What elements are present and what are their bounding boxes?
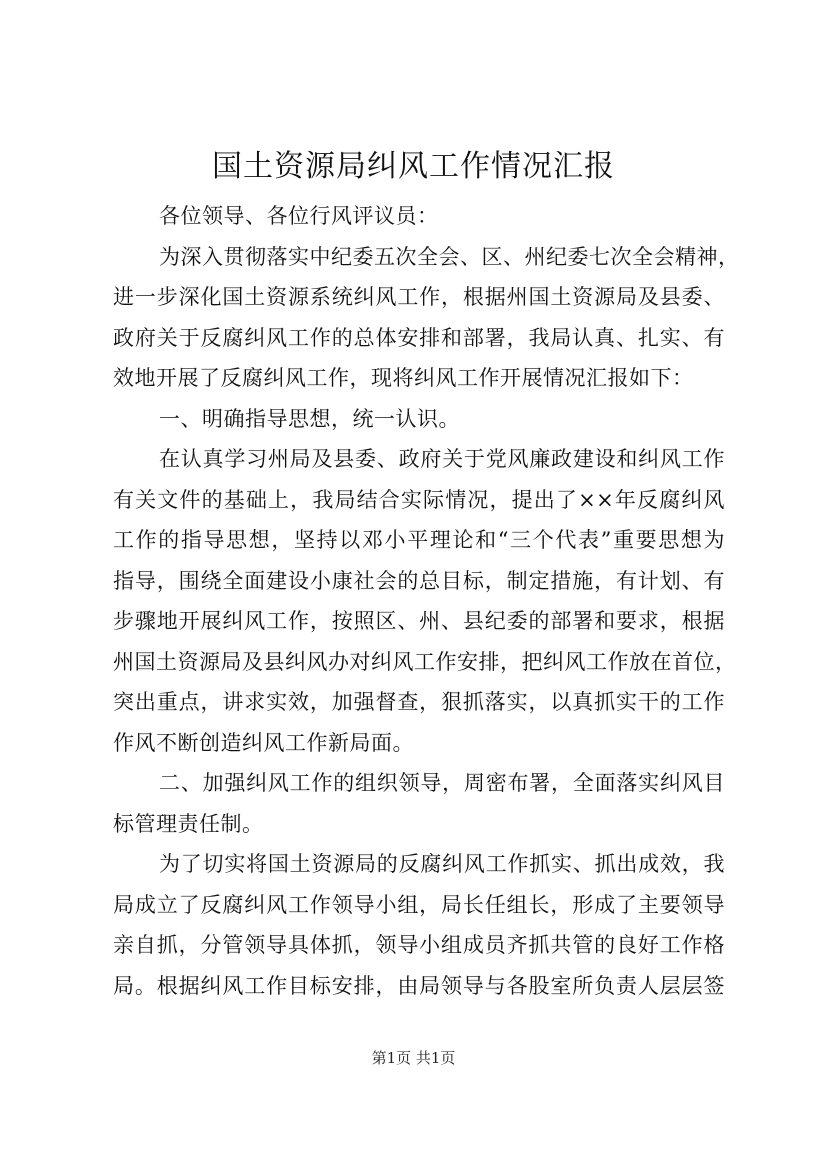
body-line: 二、加强纠风工作的组织领导，周密布署，全面落实纠风目 — [159, 771, 725, 795]
body-line: 局。根据纠风工作目标安排，由局领导与各股室所负责人层层签 — [113, 973, 725, 998]
body-line: 一、明确指导思想，统一认识。 — [159, 406, 460, 431]
body-line: 亲自抓，分管领导具体抓，领导小组成员齐抓共管的良好工作格 — [113, 933, 725, 957]
body-line: 各位领导、各位行风评议员： — [159, 204, 439, 228]
body-line: 在认真学习州局及县委、政府关于党风廉政建设和纠风工作 — [159, 447, 725, 471]
body-line: 作风不断创造纠风工作新局面。 — [113, 730, 414, 755]
body-line: 州国土资源局及县纠风办对纠风工作安排，把纠风工作放在首位， — [113, 649, 737, 674]
body-line: 标管理责任制。 — [113, 811, 264, 836]
body-line: 为深入贯彻落实中纪委五次全会、区、州纪委七次全会精神， — [159, 244, 740, 269]
body-line: 突出重点，讲求实效，加强督查，狠抓落实，以真抓实干的工作 — [113, 690, 725, 714]
body-line: 有关文件的基础上，我局结合实际情况，提出了××年反腐纠风 — [113, 487, 725, 512]
page-footer: 第1页 共1页 — [371, 1049, 456, 1067]
body-line: 政府关于反腐纠风工作的总体安排和部署，我局认真、扎实、有 — [113, 325, 725, 350]
document-body — [113, 196, 740, 1006]
body-line: 指导，围绕全面建设小康社会的总目标，制定措施，有计划、有 — [113, 568, 725, 593]
body-line: 进一步深化国土资源系统纠风工作，根据州国土资源局及县委、 — [113, 285, 725, 309]
body-line: 步骤地开展纠风工作，按照区、州、县纪委的部署和要求，根据 — [113, 609, 725, 633]
body-line: 效地开展了反腐纠风工作，现将纠风工作开展情况汇报如下： — [113, 366, 694, 390]
body-line: 局成立了反腐纠风工作领导小组，局长任组长，形成了主要领导 — [113, 892, 725, 917]
document-title: 国土资源局纠风工作情况汇报 — [212, 149, 615, 184]
body-line: 工作的指导思想，坚持以邓小平理论和“三个代表”重要思想为 — [113, 528, 725, 552]
body-line: 为了切实将国土资源局的反腐纠风工作抓实、抓出成效，我 — [159, 852, 725, 876]
